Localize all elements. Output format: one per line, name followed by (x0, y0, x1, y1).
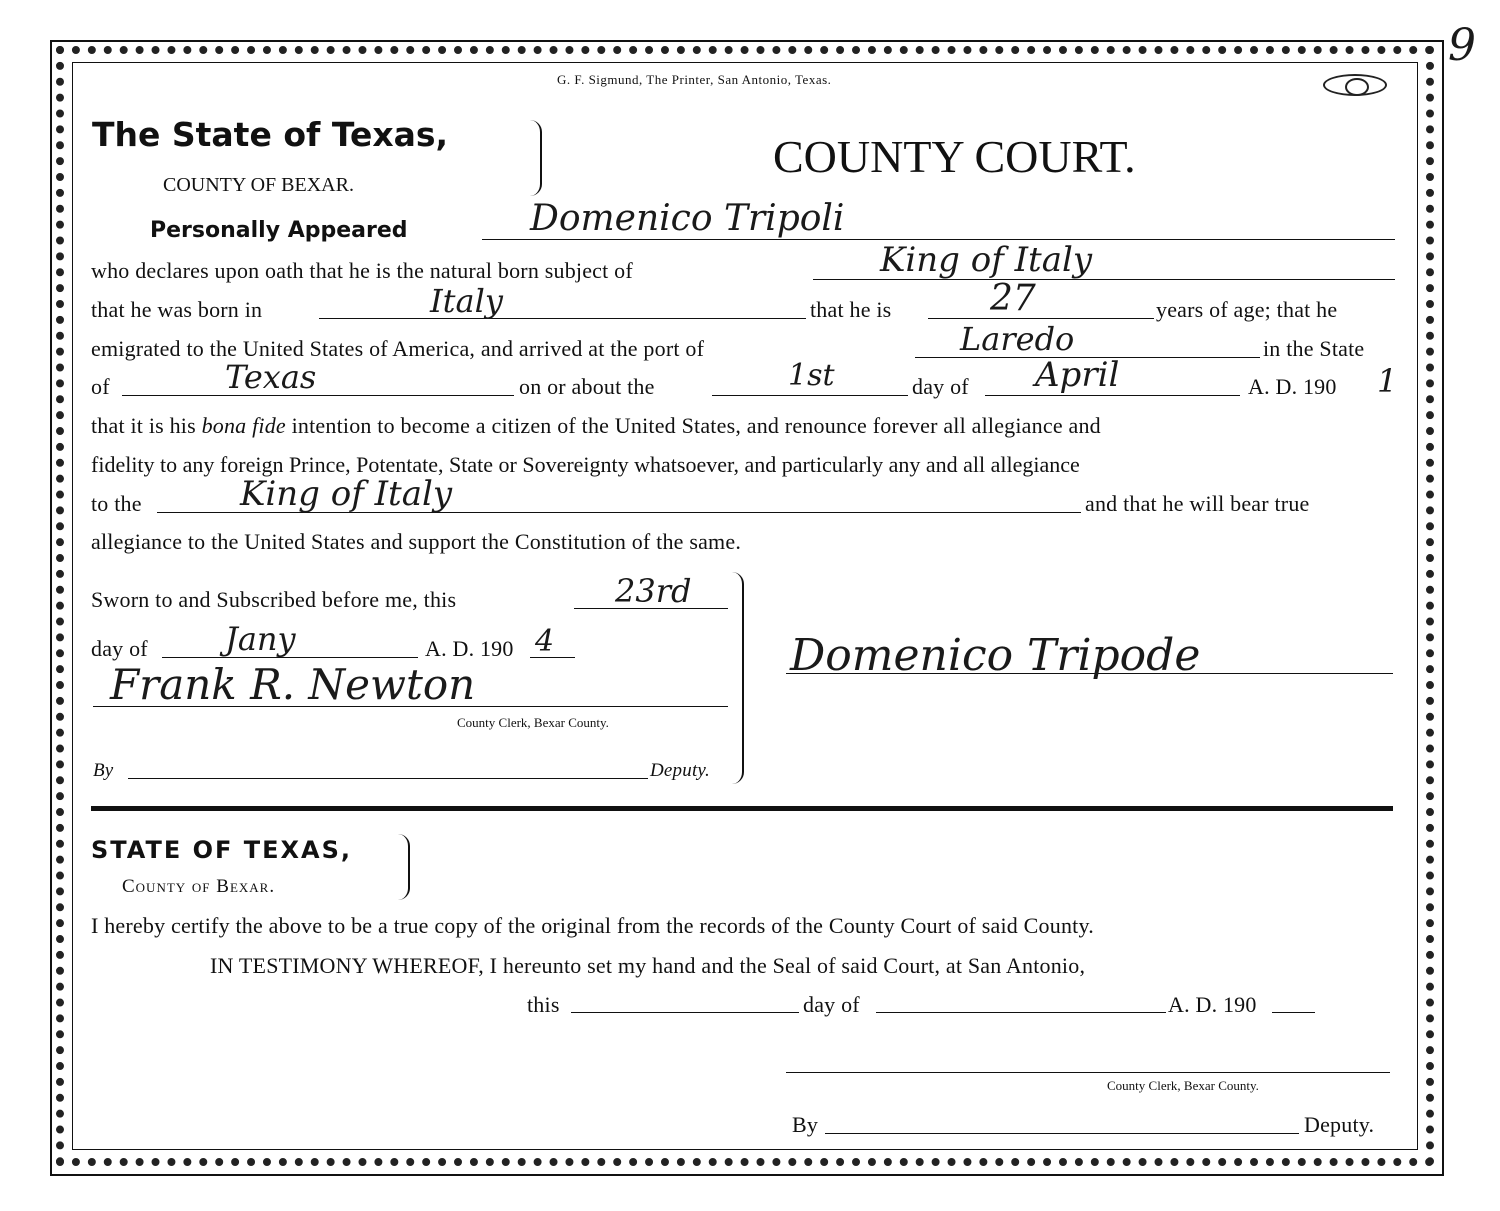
port-value: Laredo (960, 320, 1075, 358)
renounce-to-value: King of Italy (240, 474, 453, 514)
cert-county-heading: County of Bexar. (122, 876, 276, 897)
sworn-year-line (530, 657, 575, 658)
age-value: 27 (990, 278, 1036, 319)
month-line (985, 395, 1240, 396)
sworn-by-label: By (93, 760, 114, 781)
sworn-ad-label: A. D. 190 (425, 636, 514, 661)
emigrated-label: emigrated to the United States of America, and arrived at the port of (91, 336, 705, 361)
fidelity-line: fidelity to any foreign Prince, Potentate, State or Sovereignty whatsoever, and particularly any and all allegiance (91, 452, 1080, 477)
bear-true-label: and that he will bear true (1085, 491, 1310, 516)
county-heading: COUNTY OF BEXAR. (163, 174, 354, 196)
subject-of-value: King of Italy (880, 240, 1093, 280)
day-line (712, 395, 908, 396)
intention-pre: that it is his (91, 413, 196, 438)
cert-this-label: this (527, 992, 560, 1017)
cert-day-of-label: day of (803, 992, 860, 1017)
allegiance-line: allegiance to the United States and support the Constitution of the same. (91, 529, 742, 554)
state-line (122, 395, 514, 396)
age-line (928, 318, 1154, 319)
cert-ad-label: A. D. 190 (1168, 992, 1257, 1017)
testimony-line: IN TESTIMONY WHEREOF, I hereunto set my hand and the Seal of said Court, at San Antonio, (210, 953, 1086, 978)
intention-line (91, 413, 1101, 439)
about-label: on or about the (519, 374, 655, 399)
cert-by-line (825, 1133, 1299, 1134)
state-value: Texas (225, 358, 317, 396)
day-of-label: day of (912, 374, 969, 399)
cert-brace (398, 834, 410, 900)
sworn-brace (732, 572, 744, 784)
subject-of-label: who declares upon oath that he is the natural born subject of (91, 258, 633, 283)
to-the-label: to the (91, 491, 142, 516)
year-digit: 1 (1377, 362, 1398, 400)
sworn-by-line (128, 778, 648, 779)
printer-logo-icon (1323, 74, 1387, 96)
cert-clerk-title: County Clerk, Bexar County. (1107, 1078, 1259, 1093)
clerk-signature: Frank R. Newton (110, 660, 476, 709)
intention-post: intention to become a citizen of the United States, and renounce forever all allegiance and (291, 413, 1101, 438)
header-brace (530, 120, 542, 196)
clerk-title: County Clerk, Bexar County. (457, 715, 609, 730)
page-number: 9 (1448, 20, 1476, 71)
applicant-name: Domenico Tripoli (530, 198, 845, 239)
ad-label: A. D. 190 (1248, 374, 1337, 399)
cert-clerk-line (786, 1072, 1390, 1073)
sworn-year-digit: 4 (535, 624, 555, 659)
court-heading: COUNTY COURT. (773, 131, 1136, 182)
sworn-day-value: 23rd (615, 572, 692, 610)
printer-line: G. F. Sigmund, The Printer, San Antonio, Texas. (557, 72, 832, 87)
month-value: April (1035, 355, 1120, 395)
cert-state-heading: STATE OF TEXAS, (91, 836, 353, 864)
certify-line: I hereby certify the above to be a true copy of the original from the records of the County Court of said County. (91, 913, 1094, 938)
section-divider (91, 806, 1393, 811)
cert-by-label: By (792, 1112, 819, 1137)
applicant-signature: Domenico Tripode (790, 630, 1201, 681)
of-label: of (91, 374, 110, 399)
bona-fide: bona fide (201, 413, 286, 438)
day-value: 1st (788, 358, 835, 393)
sworn-label: Sworn to and Subscribed before me, this (91, 587, 457, 612)
born-in-label: that he was born in (91, 297, 263, 322)
state-heading: The State of Texas, (92, 115, 449, 154)
cert-year-line (1272, 1012, 1315, 1013)
cert-day-line (571, 1012, 799, 1013)
he-is-label: that he is (810, 297, 892, 322)
sworn-month-value: Jany (225, 620, 296, 658)
sworn-day-of-label: day of (91, 636, 148, 661)
years-label: years of age; that he (1156, 297, 1338, 322)
born-in-line (319, 318, 806, 319)
born-in-value: Italy (430, 282, 503, 320)
sworn-deputy-label: Deputy. (650, 760, 710, 781)
personally-appeared-label: Personally Appeared (150, 218, 408, 243)
in-state-label: in the State (1263, 336, 1365, 361)
cert-month-line (876, 1012, 1166, 1013)
cert-deputy-label: Deputy. (1304, 1112, 1375, 1137)
